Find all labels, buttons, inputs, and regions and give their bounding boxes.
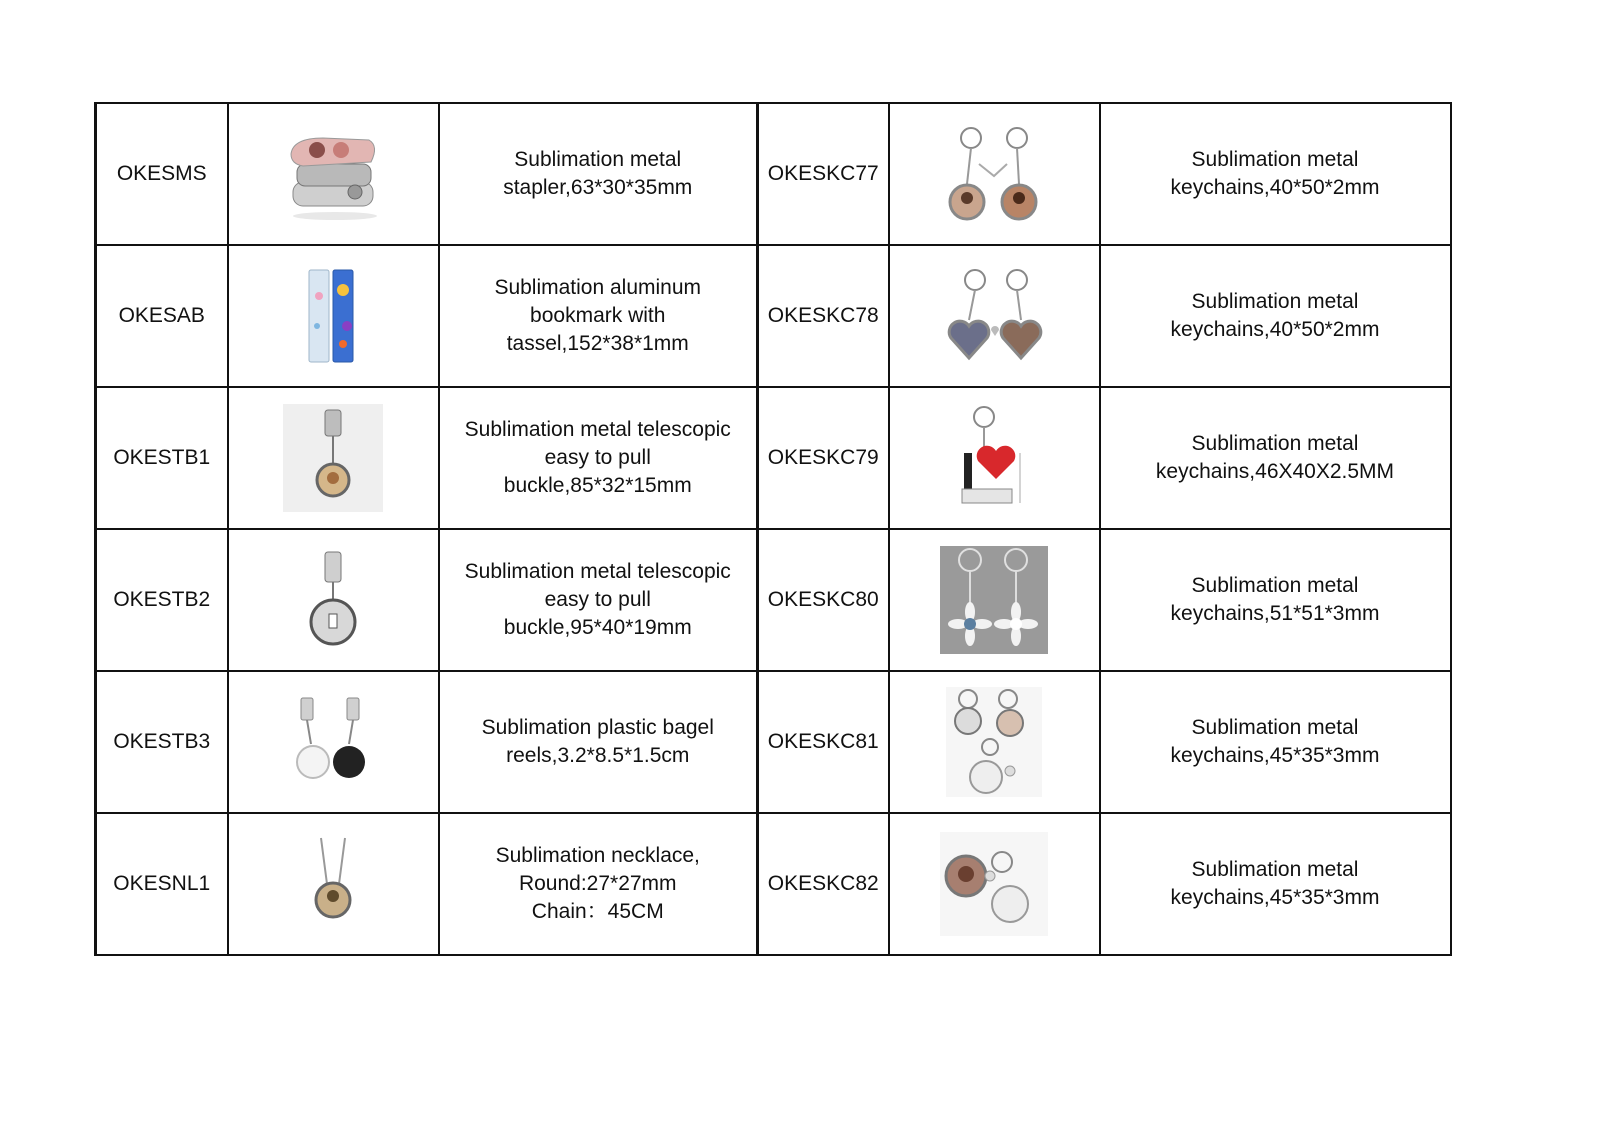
product-image-cell xyxy=(228,813,439,955)
product-description: Sublimation metal keychains,46X40X2.5MM xyxy=(1100,387,1451,529)
table-row xyxy=(96,103,1451,245)
product-image-cell xyxy=(889,387,1100,529)
table-row xyxy=(96,245,1451,387)
product-image-cell xyxy=(889,103,1100,245)
product-image-cell xyxy=(889,813,1100,955)
product-description: Sublimation metal stapler,63*30*35mm xyxy=(439,103,758,245)
table-row xyxy=(96,813,1451,955)
table-row xyxy=(96,387,1451,529)
product-code: OKESKC80 xyxy=(758,529,889,671)
product-image-cell xyxy=(889,245,1100,387)
product-image-cell xyxy=(889,671,1100,813)
product-code: OKESKC82 xyxy=(758,813,889,955)
product-description: Sublimation metal keychains,40*50*2mm xyxy=(1100,245,1451,387)
product-image-cell xyxy=(228,529,439,671)
round-keychains-image xyxy=(939,124,1049,224)
product-code: OKESKC79 xyxy=(758,387,889,529)
product-image-cell xyxy=(228,671,439,813)
heart-keychains-image xyxy=(939,266,1049,366)
stapler-image xyxy=(283,124,383,224)
product-image-cell xyxy=(228,387,439,529)
necklace-image xyxy=(303,834,363,934)
table-row xyxy=(96,671,1451,813)
round-keychains-set-image xyxy=(940,832,1048,936)
product-image-cell xyxy=(889,529,1100,671)
flower-keychains-image xyxy=(940,546,1048,654)
product-description: Sublimation plastic bagel reels,3.2*8.5*1.5cm xyxy=(439,671,758,813)
product-code: OKESKC78 xyxy=(758,245,889,387)
product-description: Sublimation metal keychains,45*35*3mm xyxy=(1100,671,1451,813)
plastic-reels-image xyxy=(283,692,383,792)
product-code: OKESTB1 xyxy=(96,387,228,529)
round-keychains-set-image xyxy=(946,687,1042,797)
i-love-keychain-image xyxy=(954,403,1034,513)
product-catalog-table xyxy=(94,102,1452,956)
product-description: Sublimation metal telescopic easy to pull buckle,95*40*19mm xyxy=(439,529,758,671)
product-code: OKESAB xyxy=(96,245,228,387)
badge-reel-image xyxy=(283,404,383,512)
product-description: Sublimation metal keychains,51*51*3mm xyxy=(1100,529,1451,671)
product-code: OKESTB2 xyxy=(96,529,228,671)
product-code: OKESTB3 xyxy=(96,671,228,813)
product-description: Sublimation metal telescopic easy to pull buckle,85*32*15mm xyxy=(439,387,758,529)
bookmark-image xyxy=(303,266,363,366)
product-description: Sublimation metal keychains,45*35*3mm xyxy=(1100,813,1451,955)
product-code: OKESKC77 xyxy=(758,103,889,245)
table-row xyxy=(96,529,1451,671)
product-image-cell xyxy=(228,103,439,245)
product-code: OKESNL1 xyxy=(96,813,228,955)
product-description: Sublimation necklace, Round:27*27mm Chain：45CM xyxy=(439,813,758,955)
product-description: Sublimation metal keychains,40*50*2mm xyxy=(1100,103,1451,245)
product-code: OKESMS xyxy=(96,103,228,245)
product-image-cell xyxy=(228,245,439,387)
product-description: Sublimation aluminum bookmark with tassel,152*38*1mm xyxy=(439,245,758,387)
product-code: OKESKC81 xyxy=(758,671,889,813)
badge-reel-image xyxy=(303,550,363,650)
